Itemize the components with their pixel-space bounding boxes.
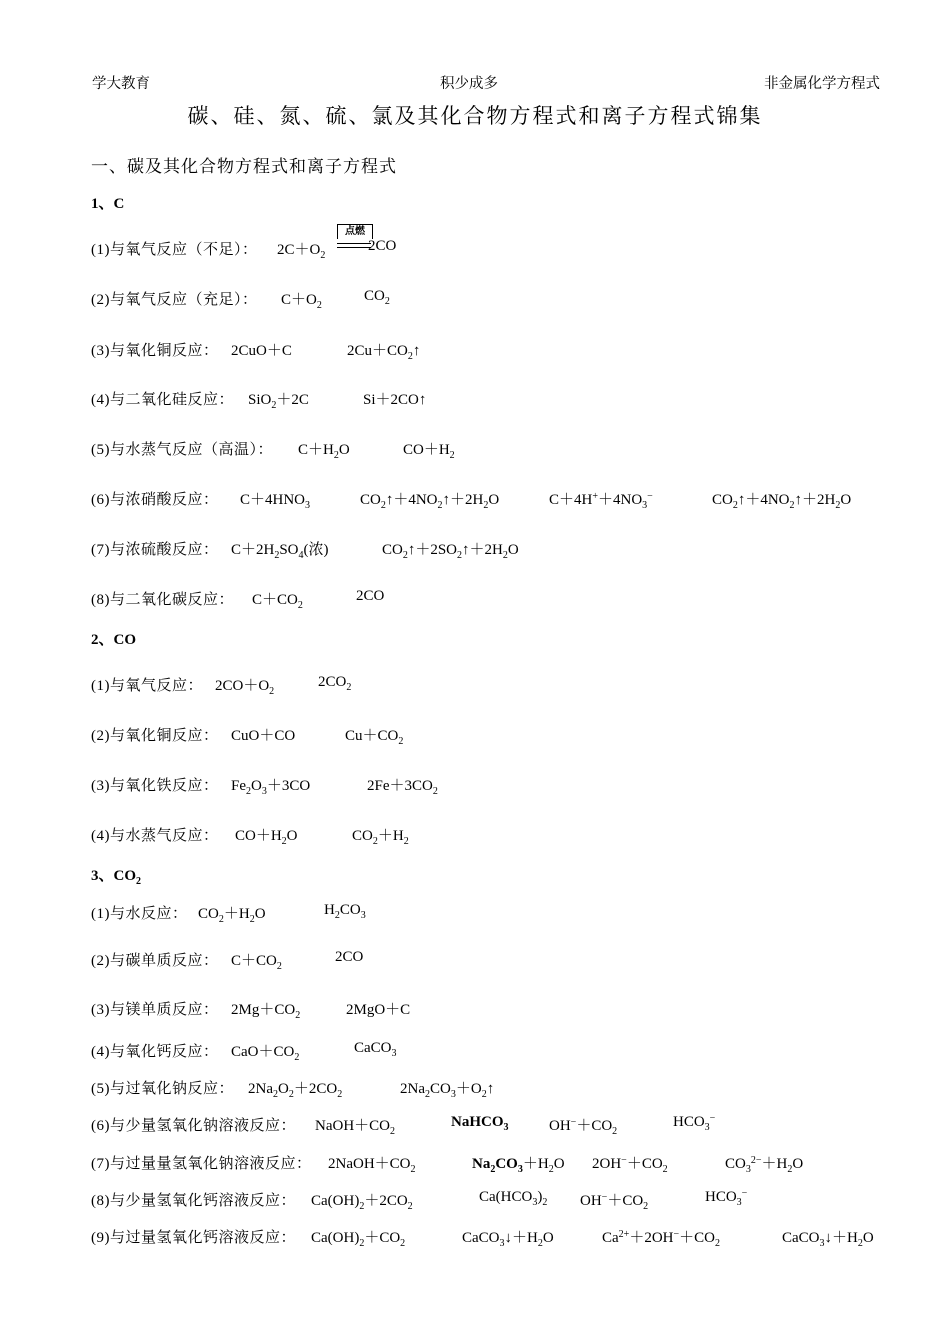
equation-rhs: $CO+H_2$ (403, 442, 455, 461)
equation-lhs: $C+CO_2$ (231, 953, 282, 972)
equation-label: (5)与水蒸气反应（高温）： (91, 442, 273, 458)
ionic-equation-lhs: $OH^-+CO_2$ (549, 1117, 618, 1137)
equation-line (91, 538, 519, 561)
equation-label: (6)与浓硝酸反应： (91, 492, 219, 508)
equation-line (91, 674, 352, 697)
subsection-co2-subscript: 2 (136, 876, 142, 887)
equation-label: (4)与二氧化硅反应： (91, 392, 234, 408)
equation-rhs: $CO_2$ (364, 288, 390, 307)
equation-line (91, 388, 427, 411)
equation-lhs: CuO＋CO (231, 728, 296, 744)
equation-line (91, 588, 385, 611)
equation-lhs: SiO$_2$＋2C (248, 392, 309, 411)
equation-rhs: 2CO (335, 949, 364, 965)
equation-lhs: $2Na_2O_2+2CO_2$ (248, 1081, 343, 1100)
equation-lhs: $C+H_2O$ (298, 442, 350, 461)
equation-line (91, 902, 366, 925)
equation-line (91, 1113, 716, 1137)
equation-rhs: $CaCO_3↓+H_2O$ (462, 1230, 554, 1249)
subsection-co2 (91, 864, 141, 885)
equation-label: (7)与过量量氢氧化钠溶液反应： (91, 1156, 312, 1172)
equation-label: (1)与氧气反应（不足）： (91, 242, 258, 258)
equation-label: (4)与氧化钙反应： (91, 1044, 219, 1060)
equation-rhs: $Ca(HCO_3)_2$ (479, 1189, 548, 1208)
equation-rhs: $CO_2↑+2SO_2↑+2H_2O$ (382, 542, 519, 561)
subsection-c: 1、C (91, 196, 125, 212)
equation-label: (8)与二氧化碳反应： (91, 592, 234, 608)
equation-line (91, 824, 409, 847)
subsection-co: 2、CO (91, 632, 137, 648)
equation-rhs: 2CO (368, 238, 397, 254)
equation-line (91, 1226, 874, 1249)
equation-line (91, 1077, 495, 1100)
subsection-co2-text: 3、CO (91, 868, 137, 884)
ionic-equation-rhs: $HCO_3^-$ (673, 1113, 716, 1133)
equation-label: (7)与浓硫酸反应： (91, 542, 219, 558)
ionic-equation-lhs: $Ca^{2+}+2OH^-+CO_2$ (602, 1229, 720, 1249)
equation-label: (3)与镁单质反应： (91, 1002, 219, 1018)
header-left: 学大教育 (92, 76, 150, 92)
ionic-equation-lhs: $C+4H^++4NO_3^-$ (549, 491, 653, 511)
equation-rhs: $H_2CO_3$ (324, 902, 366, 921)
ionic-equation-lhs: $OH^-+CO_2$ (580, 1192, 649, 1212)
equation-lhs: $Ca(OH)_2+CO_2$ (311, 1230, 406, 1249)
equation-rhs: Si＋2CO↑ (363, 392, 427, 408)
equation-lhs: $C+4HNO_3$ (240, 492, 311, 511)
equation-lhs: $NaOH+CO_2$ (315, 1118, 395, 1137)
ionic-equation-lhs: $2OH^-+CO_2$ (592, 1155, 668, 1175)
equation-rhs: $CO_2↑+4NO_2↑+2H_2O$ (360, 492, 500, 511)
equation-lhs: $2CO+O_2$ (215, 678, 275, 697)
equation-rhs: 2MgO＋C (346, 1002, 411, 1018)
equation-line (91, 1188, 748, 1212)
condition-label: 点燃 (337, 224, 373, 239)
header-center: 积少成多 (440, 76, 498, 92)
equation-line (91, 438, 455, 461)
equation-lhs: $CO_2+H_2O$ (198, 906, 266, 925)
equation-label: (2)与氧化铜反应： (91, 728, 219, 744)
equation-line (91, 226, 397, 261)
equation-line (91, 724, 404, 747)
equals-sign (337, 243, 371, 248)
equation-lhs: $2C+O_2$ (277, 242, 326, 261)
equation-lhs: $C+CO_2$ (252, 592, 303, 611)
equation-lhs: $CO+H_2O$ (235, 828, 298, 847)
equation-label: (5)与过氧化钠反应： (91, 1081, 234, 1097)
equation-lhs: $2NaOH+CO_2$ (328, 1156, 416, 1175)
equation-label: (8)与少量氢氧化钙溶液反应： (91, 1193, 296, 1209)
equation-rhs: NaHCO$_3$ (451, 1114, 509, 1133)
equation-label: (2)与氧气反应（充足）： (91, 292, 258, 308)
equation-rhs: $Na_2CO_3+H_2O$ (472, 1156, 565, 1175)
equation-label: (3)与氧化铁反应： (91, 778, 219, 794)
equation-label: (1)与水反应： (91, 906, 188, 922)
equation-rhs: $CO_2+H_2$ (352, 828, 409, 847)
ionic-equation-rhs: $HCO_3^-$ (705, 1188, 748, 1208)
ionic-equation-rhs: $CO_3^{2-}+H_2O$ (725, 1155, 804, 1175)
equation-rhs: $2Na_2CO_3+O_2↑$ (400, 1081, 495, 1100)
ionic-equation-rhs: $CaCO_3↓+H_2O$ (782, 1230, 874, 1249)
equation-line (91, 288, 390, 311)
equation-label: (4)与水蒸气反应： (91, 828, 219, 844)
equation-lhs: $C+O_2$ (281, 292, 322, 311)
equation-lhs: $Ca(OH)_2+2CO_2$ (311, 1193, 413, 1212)
section-heading: 一、碳及其化合物方程式和离子方程式 (91, 157, 397, 176)
header-right: 非金属化学方程式 (764, 76, 880, 92)
equation-rhs: $2Fe+3CO_2$ (367, 778, 438, 797)
equation-label: (3)与氧化铜反应： (91, 343, 219, 359)
equation-label: (9)与过量氢氧化钙溶液反应： (91, 1230, 296, 1246)
equation-line (91, 339, 421, 362)
equation-line (91, 998, 411, 1021)
equation-line (91, 949, 364, 972)
equation-label: (2)与碳单质反应： (91, 953, 219, 969)
equation-line (91, 1040, 397, 1063)
equation-rhs: CaCO$_3$ (354, 1040, 397, 1059)
equation-lhs: $CaO+CO_2$ (231, 1044, 300, 1063)
equation-rhs: $2CO_2$ (318, 674, 352, 693)
equation-line (91, 774, 438, 797)
equation-lhs: $2Mg+CO_2$ (231, 1002, 301, 1021)
equation-label: (6)与少量氢氧化钠溶液反应： (91, 1118, 296, 1134)
equation-label: (1)与氧气反应： (91, 678, 203, 694)
equation-lhs: 2CuO＋C (231, 343, 292, 359)
equation-line (91, 1152, 804, 1175)
page-title: 碳、硅、氮、硫、氯及其化合物方程式和离子方程式锦集 (187, 104, 763, 128)
equation-lhs: $C+2H_2SO_4$(浓) (231, 542, 329, 561)
equation-rhs: $Cu+CO_2$ (345, 728, 404, 747)
ionic-equation-rhs: $CO_2↑+4NO_2↑+2H_2O$ (712, 492, 852, 511)
equation-line (91, 488, 852, 511)
equation-rhs: 2CO (356, 588, 385, 604)
equation-rhs: $2Cu+CO_2↑$ (347, 343, 421, 362)
equation-lhs: $Fe_2O_3+3CO$ (231, 778, 311, 797)
